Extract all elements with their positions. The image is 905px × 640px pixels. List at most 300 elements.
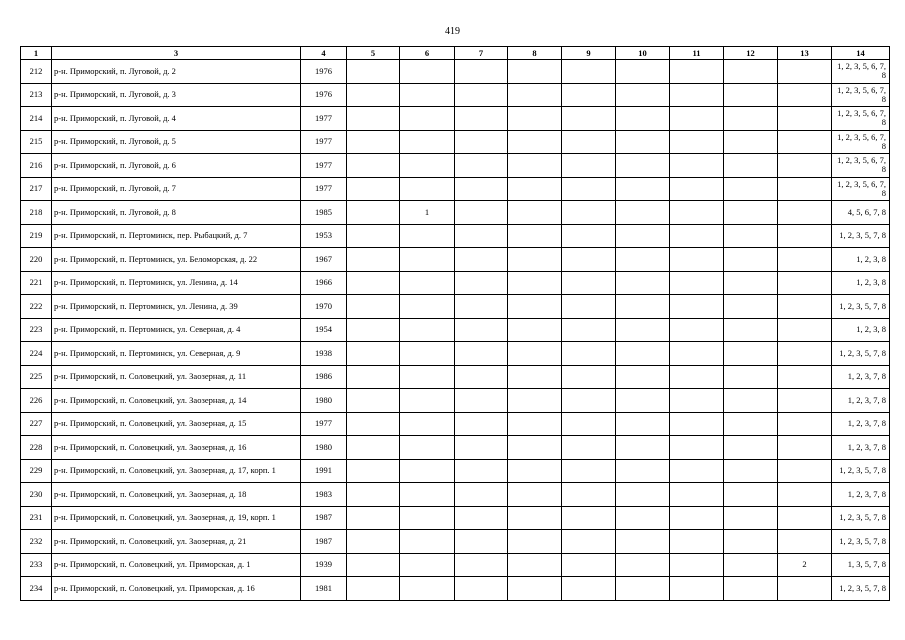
column-header: 1 xyxy=(21,47,52,60)
col10-cell xyxy=(616,459,670,483)
col10-cell xyxy=(616,130,670,154)
col8-cell xyxy=(508,530,562,554)
table-row xyxy=(21,154,890,178)
address-cell: р-н. Приморский, п. Луговой, д. 5 xyxy=(52,130,301,154)
col9-cell xyxy=(562,365,616,389)
col6-cell xyxy=(400,295,455,319)
col8-cell xyxy=(508,107,562,131)
year-cell: 1977 xyxy=(301,177,347,201)
col9-cell xyxy=(562,130,616,154)
col14-cell: 1, 2, 3, 7, 8 xyxy=(832,436,890,460)
column-header: 8 xyxy=(508,47,562,60)
table-row xyxy=(21,248,890,272)
col10-cell xyxy=(616,224,670,248)
row-number: 224 xyxy=(21,342,52,366)
col12-cell xyxy=(724,107,778,131)
col8-cell xyxy=(508,248,562,272)
col10-cell xyxy=(616,83,670,107)
col9-cell xyxy=(562,459,616,483)
year-cell: 1987 xyxy=(301,506,347,530)
table-row xyxy=(21,271,890,295)
col6-cell: 1 xyxy=(400,201,455,225)
col9-cell xyxy=(562,389,616,413)
col14-cell: 1, 2, 3, 5, 6, 7, 8 xyxy=(832,130,890,154)
col8-cell xyxy=(508,83,562,107)
col14-cell: 1, 2, 3, 5, 7, 8 xyxy=(832,295,890,319)
address-cell: р-н. Приморский, п. Луговой, д. 7 xyxy=(52,177,301,201)
col12-cell xyxy=(724,177,778,201)
col9-cell xyxy=(562,436,616,460)
col12-cell xyxy=(724,342,778,366)
col13-cell xyxy=(778,60,832,84)
col6-cell xyxy=(400,365,455,389)
table-row xyxy=(21,318,890,342)
col13-cell xyxy=(778,530,832,554)
col6-cell xyxy=(400,177,455,201)
table-row xyxy=(21,295,890,319)
col5-cell xyxy=(347,577,400,601)
address-cell: р-н. Приморский, п. Пертоминск, ул. Ленина, д. 14 xyxy=(52,271,301,295)
col11-cell xyxy=(670,389,724,413)
address-cell: р-н. Приморский, п. Луговой, д. 6 xyxy=(52,154,301,178)
col7-cell xyxy=(455,177,508,201)
col12-cell xyxy=(724,412,778,436)
col14-cell: 1, 2, 3, 5, 6, 7, 8 xyxy=(832,107,890,131)
col9-cell xyxy=(562,553,616,577)
col5-cell xyxy=(347,248,400,272)
col5-cell xyxy=(347,342,400,366)
year-cell: 1939 xyxy=(301,553,347,577)
col5-cell xyxy=(347,154,400,178)
col7-cell xyxy=(455,201,508,225)
col12-cell xyxy=(724,201,778,225)
year-cell: 1977 xyxy=(301,412,347,436)
col13-cell xyxy=(778,506,832,530)
col11-cell xyxy=(670,60,724,84)
col8-cell xyxy=(508,130,562,154)
col13-cell xyxy=(778,365,832,389)
col8-cell xyxy=(508,342,562,366)
column-header: 13 xyxy=(778,47,832,60)
col12-cell xyxy=(724,365,778,389)
col13-cell xyxy=(778,271,832,295)
page-number: 419 xyxy=(445,26,460,37)
col6-cell xyxy=(400,342,455,366)
table-row xyxy=(21,365,890,389)
row-number: 228 xyxy=(21,436,52,460)
row-number: 219 xyxy=(21,224,52,248)
col8-cell xyxy=(508,201,562,225)
col7-cell xyxy=(455,154,508,178)
col11-cell xyxy=(670,436,724,460)
row-number: 212 xyxy=(21,60,52,84)
address-cell: р-н. Приморский, п. Соловецкий, ул. Заозерная, д. 11 xyxy=(52,365,301,389)
row-number: 216 xyxy=(21,154,52,178)
address-cell: р-н. Приморский, п. Соловецкий, ул. Заозерная, д. 15 xyxy=(52,412,301,436)
col13-cell xyxy=(778,436,832,460)
col5-cell xyxy=(347,177,400,201)
col6-cell xyxy=(400,271,455,295)
col10-cell xyxy=(616,107,670,131)
col6-cell xyxy=(400,107,455,131)
col12-cell xyxy=(724,83,778,107)
col7-cell xyxy=(455,553,508,577)
address-cell: р-н. Приморский, п. Луговой, д. 3 xyxy=(52,83,301,107)
col14-cell: 1, 2, 3, 7, 8 xyxy=(832,412,890,436)
col11-cell xyxy=(670,506,724,530)
address-cell: р-н. Приморский, п. Соловецкий, ул. Заозерная, д. 19, корп. 1 xyxy=(52,506,301,530)
col5-cell xyxy=(347,530,400,554)
col11-cell xyxy=(670,459,724,483)
col12-cell xyxy=(724,318,778,342)
col14-cell: 4, 5, 6, 7, 8 xyxy=(832,201,890,225)
col11-cell xyxy=(670,177,724,201)
row-number: 220 xyxy=(21,248,52,272)
row-number: 215 xyxy=(21,130,52,154)
col8-cell xyxy=(508,154,562,178)
row-number: 223 xyxy=(21,318,52,342)
col9-cell xyxy=(562,506,616,530)
col9-cell xyxy=(562,342,616,366)
col7-cell xyxy=(455,107,508,131)
col6-cell xyxy=(400,389,455,413)
col5-cell xyxy=(347,201,400,225)
row-number: 230 xyxy=(21,483,52,507)
column-header: 9 xyxy=(562,47,616,60)
col14-cell: 1, 2, 3, 5, 6, 7, 8 xyxy=(832,83,890,107)
table-row xyxy=(21,60,890,84)
col9-cell xyxy=(562,318,616,342)
col8-cell xyxy=(508,459,562,483)
col12-cell xyxy=(724,389,778,413)
table-row xyxy=(21,83,890,107)
column-header: 4 xyxy=(301,47,347,60)
col11-cell xyxy=(670,224,724,248)
col10-cell xyxy=(616,60,670,84)
col13-cell xyxy=(778,577,832,601)
address-cell: р-н. Приморский, п. Пертоминск, ул. Ленина, д. 39 xyxy=(52,295,301,319)
table-row xyxy=(21,459,890,483)
col10-cell xyxy=(616,389,670,413)
col7-cell xyxy=(455,83,508,107)
col10-cell xyxy=(616,436,670,460)
col9-cell xyxy=(562,295,616,319)
col8-cell xyxy=(508,483,562,507)
row-number: 213 xyxy=(21,83,52,107)
col11-cell xyxy=(670,412,724,436)
col9-cell xyxy=(562,154,616,178)
col7-cell xyxy=(455,459,508,483)
col8-cell xyxy=(508,436,562,460)
col11-cell xyxy=(670,318,724,342)
col6-cell xyxy=(400,436,455,460)
col12-cell xyxy=(724,530,778,554)
col7-cell xyxy=(455,577,508,601)
col14-cell: 1, 2, 3, 5, 7, 8 xyxy=(832,459,890,483)
col14-cell: 1, 2, 3, 7, 8 xyxy=(832,483,890,507)
col14-cell: 1, 2, 3, 7, 8 xyxy=(832,365,890,389)
year-cell: 1991 xyxy=(301,459,347,483)
col14-cell: 1, 2, 3, 8 xyxy=(832,248,890,272)
year-cell: 1977 xyxy=(301,130,347,154)
col14-cell: 1, 2, 3, 5, 7, 8 xyxy=(832,506,890,530)
col8-cell xyxy=(508,271,562,295)
col13-cell xyxy=(778,248,832,272)
year-cell: 1981 xyxy=(301,577,347,601)
col9-cell xyxy=(562,483,616,507)
col10-cell xyxy=(616,412,670,436)
table-row xyxy=(21,130,890,154)
col14-cell: 1, 3, 5, 7, 8 xyxy=(832,553,890,577)
table-row xyxy=(21,506,890,530)
col9-cell xyxy=(562,60,616,84)
row-number: 221 xyxy=(21,271,52,295)
col12-cell xyxy=(724,436,778,460)
col14-cell: 1, 2, 3, 5, 6, 7, 8 xyxy=(832,154,890,178)
col6-cell xyxy=(400,224,455,248)
year-cell: 1980 xyxy=(301,436,347,460)
address-cell: р-н. Приморский, п. Пертоминск, ул. Беломорская, д. 22 xyxy=(52,248,301,272)
col6-cell xyxy=(400,318,455,342)
table-row xyxy=(21,177,890,201)
row-number: 234 xyxy=(21,577,52,601)
col11-cell xyxy=(670,577,724,601)
col12-cell xyxy=(724,60,778,84)
col12-cell xyxy=(724,506,778,530)
col11-cell xyxy=(670,130,724,154)
col5-cell xyxy=(347,130,400,154)
row-number: 227 xyxy=(21,412,52,436)
col8-cell xyxy=(508,577,562,601)
col9-cell xyxy=(562,412,616,436)
col5-cell xyxy=(347,459,400,483)
col5-cell xyxy=(347,506,400,530)
col10-cell xyxy=(616,577,670,601)
col8-cell xyxy=(508,389,562,413)
col5-cell xyxy=(347,365,400,389)
col13-cell xyxy=(778,318,832,342)
col13-cell xyxy=(778,295,832,319)
table-row xyxy=(21,483,890,507)
col7-cell xyxy=(455,130,508,154)
col13-cell xyxy=(778,201,832,225)
address-cell: р-н. Приморский, п. Соловецкий, ул. Заозерная, д. 14 xyxy=(52,389,301,413)
col8-cell xyxy=(508,224,562,248)
row-number: 217 xyxy=(21,177,52,201)
address-cell: р-н. Приморский, п. Луговой, д. 8 xyxy=(52,201,301,225)
col5-cell xyxy=(347,389,400,413)
year-cell: 1953 xyxy=(301,224,347,248)
col5-cell xyxy=(347,295,400,319)
year-cell: 1987 xyxy=(301,530,347,554)
col13-cell xyxy=(778,130,832,154)
column-header: 5 xyxy=(347,47,400,60)
col11-cell xyxy=(670,201,724,225)
col7-cell xyxy=(455,506,508,530)
col14-cell: 1, 2, 3, 8 xyxy=(832,318,890,342)
col7-cell xyxy=(455,248,508,272)
col5-cell xyxy=(347,412,400,436)
col9-cell xyxy=(562,177,616,201)
col6-cell xyxy=(400,83,455,107)
col7-cell xyxy=(455,271,508,295)
col8-cell xyxy=(508,553,562,577)
row-number: 222 xyxy=(21,295,52,319)
col12-cell xyxy=(724,248,778,272)
table-row xyxy=(21,530,890,554)
year-cell: 1977 xyxy=(301,154,347,178)
col8-cell xyxy=(508,177,562,201)
col8-cell xyxy=(508,506,562,530)
column-header: 6 xyxy=(400,47,455,60)
col5-cell xyxy=(347,224,400,248)
year-cell: 1983 xyxy=(301,483,347,507)
col10-cell xyxy=(616,295,670,319)
col9-cell xyxy=(562,201,616,225)
col8-cell xyxy=(508,318,562,342)
address-cell: р-н. Приморский, п. Пертоминск, ул. Северная, д. 9 xyxy=(52,342,301,366)
col12-cell xyxy=(724,154,778,178)
col7-cell xyxy=(455,224,508,248)
col7-cell xyxy=(455,342,508,366)
col14-cell: 1, 2, 3, 5, 7, 8 xyxy=(832,342,890,366)
row-number: 214 xyxy=(21,107,52,131)
col12-cell xyxy=(724,295,778,319)
table-row xyxy=(21,224,890,248)
col10-cell xyxy=(616,553,670,577)
housing-table xyxy=(20,46,890,601)
col13-cell: 2 xyxy=(778,553,832,577)
col6-cell xyxy=(400,459,455,483)
col13-cell xyxy=(778,342,832,366)
col13-cell xyxy=(778,412,832,436)
year-cell: 1938 xyxy=(301,342,347,366)
col13-cell xyxy=(778,107,832,131)
col8-cell xyxy=(508,295,562,319)
address-cell: р-н. Приморский, п. Соловецкий, ул. Заозерная, д. 16 xyxy=(52,436,301,460)
col14-cell: 1, 2, 3, 5, 6, 7, 8 xyxy=(832,60,890,84)
col6-cell xyxy=(400,60,455,84)
year-cell: 1980 xyxy=(301,389,347,413)
col12-cell xyxy=(724,224,778,248)
col6-cell xyxy=(400,412,455,436)
address-cell: р-н. Приморский, п. Луговой, д. 2 xyxy=(52,60,301,84)
col7-cell xyxy=(455,412,508,436)
col11-cell xyxy=(670,342,724,366)
col5-cell xyxy=(347,60,400,84)
year-cell: 1977 xyxy=(301,107,347,131)
col6-cell xyxy=(400,154,455,178)
col10-cell xyxy=(616,154,670,178)
col5-cell xyxy=(347,318,400,342)
col6-cell xyxy=(400,130,455,154)
col7-cell xyxy=(455,318,508,342)
col7-cell xyxy=(455,365,508,389)
col5-cell xyxy=(347,483,400,507)
col13-cell xyxy=(778,459,832,483)
column-header: 12 xyxy=(724,47,778,60)
col11-cell xyxy=(670,271,724,295)
col14-cell: 1, 2, 3, 5, 7, 8 xyxy=(832,577,890,601)
col11-cell xyxy=(670,248,724,272)
col5-cell xyxy=(347,107,400,131)
row-number: 226 xyxy=(21,389,52,413)
col14-cell: 1, 2, 3, 5, 7, 8 xyxy=(832,224,890,248)
address-cell: р-н. Приморский, п. Соловецкий, ул. Приморская, д. 1 xyxy=(52,553,301,577)
address-cell: р-н. Приморский, п. Соловецкий, ул. Заозерная, д. 17, корп. 1 xyxy=(52,459,301,483)
col10-cell xyxy=(616,177,670,201)
col10-cell xyxy=(616,342,670,366)
col13-cell xyxy=(778,389,832,413)
table-row xyxy=(21,553,890,577)
year-cell: 1966 xyxy=(301,271,347,295)
col10-cell xyxy=(616,483,670,507)
col12-cell xyxy=(724,553,778,577)
col7-cell xyxy=(455,483,508,507)
col7-cell xyxy=(455,60,508,84)
col14-cell: 1, 2, 3, 7, 8 xyxy=(832,389,890,413)
address-cell: р-н. Приморский, п. Соловецкий, ул. Заозерная, д. 18 xyxy=(52,483,301,507)
col7-cell xyxy=(455,530,508,554)
col6-cell xyxy=(400,248,455,272)
column-header: 14 xyxy=(832,47,890,60)
year-cell: 1967 xyxy=(301,248,347,272)
col9-cell xyxy=(562,271,616,295)
col12-cell xyxy=(724,483,778,507)
col12-cell xyxy=(724,459,778,483)
address-cell: р-н. Приморский, п. Соловецкий, ул. Приморская, д. 16 xyxy=(52,577,301,601)
table-row xyxy=(21,577,890,601)
col11-cell xyxy=(670,295,724,319)
row-number: 233 xyxy=(21,553,52,577)
column-header: 3 xyxy=(52,47,301,60)
year-cell: 1976 xyxy=(301,83,347,107)
col11-cell xyxy=(670,107,724,131)
year-cell: 1976 xyxy=(301,60,347,84)
col6-cell xyxy=(400,553,455,577)
header-row xyxy=(21,47,890,60)
col12-cell xyxy=(724,271,778,295)
col14-cell: 1, 2, 3, 8 xyxy=(832,271,890,295)
col11-cell xyxy=(670,483,724,507)
col5-cell xyxy=(347,83,400,107)
col7-cell xyxy=(455,436,508,460)
col9-cell xyxy=(562,530,616,554)
column-header: 7 xyxy=(455,47,508,60)
col8-cell xyxy=(508,60,562,84)
col9-cell xyxy=(562,224,616,248)
col6-cell xyxy=(400,483,455,507)
col6-cell xyxy=(400,506,455,530)
col9-cell xyxy=(562,107,616,131)
col14-cell: 1, 2, 3, 5, 7, 8 xyxy=(832,530,890,554)
row-number: 218 xyxy=(21,201,52,225)
col11-cell xyxy=(670,365,724,389)
row-number: 232 xyxy=(21,530,52,554)
row-number: 231 xyxy=(21,506,52,530)
col13-cell xyxy=(778,483,832,507)
row-number: 229 xyxy=(21,459,52,483)
col6-cell xyxy=(400,530,455,554)
row-number: 225 xyxy=(21,365,52,389)
table-body xyxy=(21,60,890,601)
year-cell: 1970 xyxy=(301,295,347,319)
column-header: 10 xyxy=(616,47,670,60)
year-cell: 1986 xyxy=(301,365,347,389)
col13-cell xyxy=(778,224,832,248)
col10-cell xyxy=(616,248,670,272)
col6-cell xyxy=(400,577,455,601)
